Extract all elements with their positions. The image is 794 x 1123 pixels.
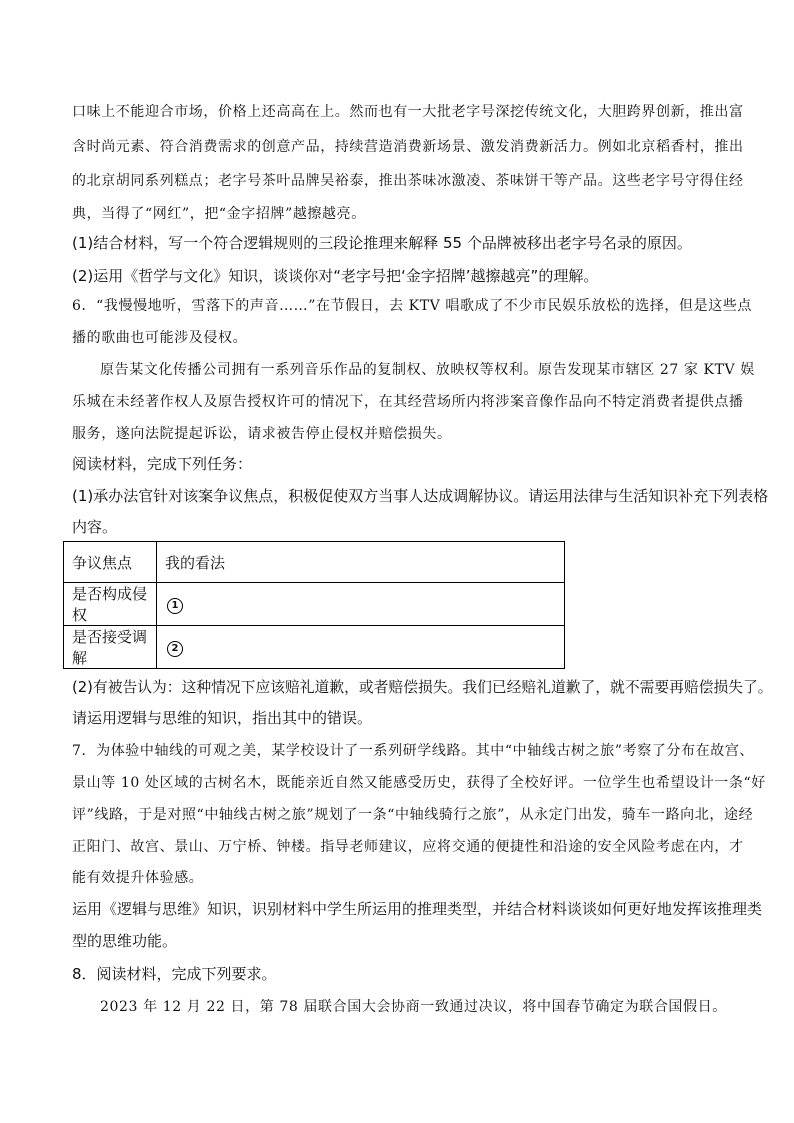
circled-number-marker: 1 (167, 598, 183, 614)
passage5-line-4: 典，当得了“网红”，把“金字招牌”越擦越亮。 (72, 206, 366, 222)
passage5-line-3: 的北京胡同系列糕点；老字号茶叶品牌吴裕泰，推出茶味冰激凌、茶味饼干等产品。这些老字号守得住经 (72, 173, 744, 189)
circled-number-marker: 2 (167, 641, 183, 657)
q7-task-line-1: 运用《逻辑与思维》知识，识别材料中学生所运用的推理类型，并结合材料谈谈如何更好地发挥该推理类 (72, 900, 763, 918)
q6-subquestion-2a: (2)有被告认为：这种情况下应该赔礼道歉，或者赔偿损失。我们已经赔礼道歉了，就不需要再赔偿损失了。 (72, 678, 773, 696)
q7-line-5: 能有效提升体验感。 (72, 870, 204, 886)
q6-subquestion-2b: 请运用逻辑与思维的知识，指出其中的错误。 (72, 709, 373, 727)
q6-subquestion-1a: (1)承办法官针对该案争议焦点，积极促使双方当事人达成调解协议。请运用法律与生活知识补充下列表格 (72, 487, 769, 505)
q5-subquestion-1: (1)结合材料，写一个符合逻辑规则的三段论推理来解释 55 个品牌被移出老字号名录的原因。 (72, 234, 692, 252)
q6-task: 阅读材料，完成下列任务： (72, 455, 253, 473)
q6-intro-line-2: 播的歌曲也可能涉及侵权。 (72, 330, 248, 346)
q7-line-3: 评”线路，于是对照“中轴线古树之旅”规划了一条“中轴线骑行之旅”，从永定门出发，骑车一路向北，途经 (72, 807, 754, 823)
table-cell-focus: 是否接受调解 (64, 626, 157, 669)
q6-case-line-1: 原告某文化传播公司拥有一系列音乐作品的复制权、放映权等权利。原告发现某市辖区 27 家 KTV 娱 (100, 362, 755, 378)
table-header-focus: 争议焦点 (64, 542, 157, 583)
table-row (64, 626, 565, 669)
dispute-table (63, 541, 565, 669)
q8-material-line-1: 2023 年 12 月 22 日，第 78 届联合国大会协商一致通过决议，将中国春节确定为联合国假日。 (100, 999, 727, 1015)
table-cell-focus: 是否构成侵权 (64, 583, 157, 626)
q7-line-1: 7．为体验中轴线的可观之美，某学校设计了一系列研学线路。其中“中轴线古树之旅”考察了分布在故宫、 (72, 743, 755, 759)
table-cell-opinion (157, 626, 565, 669)
q7-line-2: 景山等 10 处区域的古树名木，既能亲近自然又能感受历史，获得了全校好评。一位学生也希望设计一条“好 (72, 775, 766, 791)
q5-subquestion-2: (2)运用《哲学与文化》知识，谈谈你对“老字号把‘金字招牌’越擦越亮”的理解。 (72, 267, 599, 285)
q8-intro: 8．阅读材料，完成下列要求。 (72, 965, 277, 983)
q6-case-line-3: 服务，遂向法院提起诉讼，请求被告停止侵权并赔偿损失。 (72, 426, 452, 442)
q6-case-line-2: 乐城在未经著作权人及原告授权许可的情况下，在其经营场所内将涉案音像作品向不特定消费者提供点播 (72, 394, 744, 410)
q7-line-4: 正阳门、故宫、景山、万宁桥、钟楼。指导老师建议，应将交通的便捷性和沿途的安全风险考虑在内，才 (72, 839, 744, 855)
q6-subquestion-1b: 内容。 (72, 518, 118, 536)
passage5-line-2: 含时尚元素、符合消费需求的创意产品，持续营造消费新场景、激发消费新活力。例如北京稻香村，推出 (72, 139, 744, 155)
q6-intro-line-1: 6．“我慢慢地听，雪落下的声音……”在节假日，去 KTV 唱歌成了不少市民娱乐放松的选择，但是这些点 (72, 298, 753, 314)
table-header-opinion: 我的看法 (157, 542, 565, 583)
passage5-line-1: 口味上不能迎合市场，价格上还高高在上。然而也有一大批老字号深挖传统文化，大胆跨界创新，推出富 (72, 104, 744, 120)
table-cell-opinion (157, 583, 565, 626)
table-header-row (64, 542, 565, 583)
table-row (64, 583, 565, 626)
q7-task-line-2: 型的思维功能。 (72, 932, 178, 950)
